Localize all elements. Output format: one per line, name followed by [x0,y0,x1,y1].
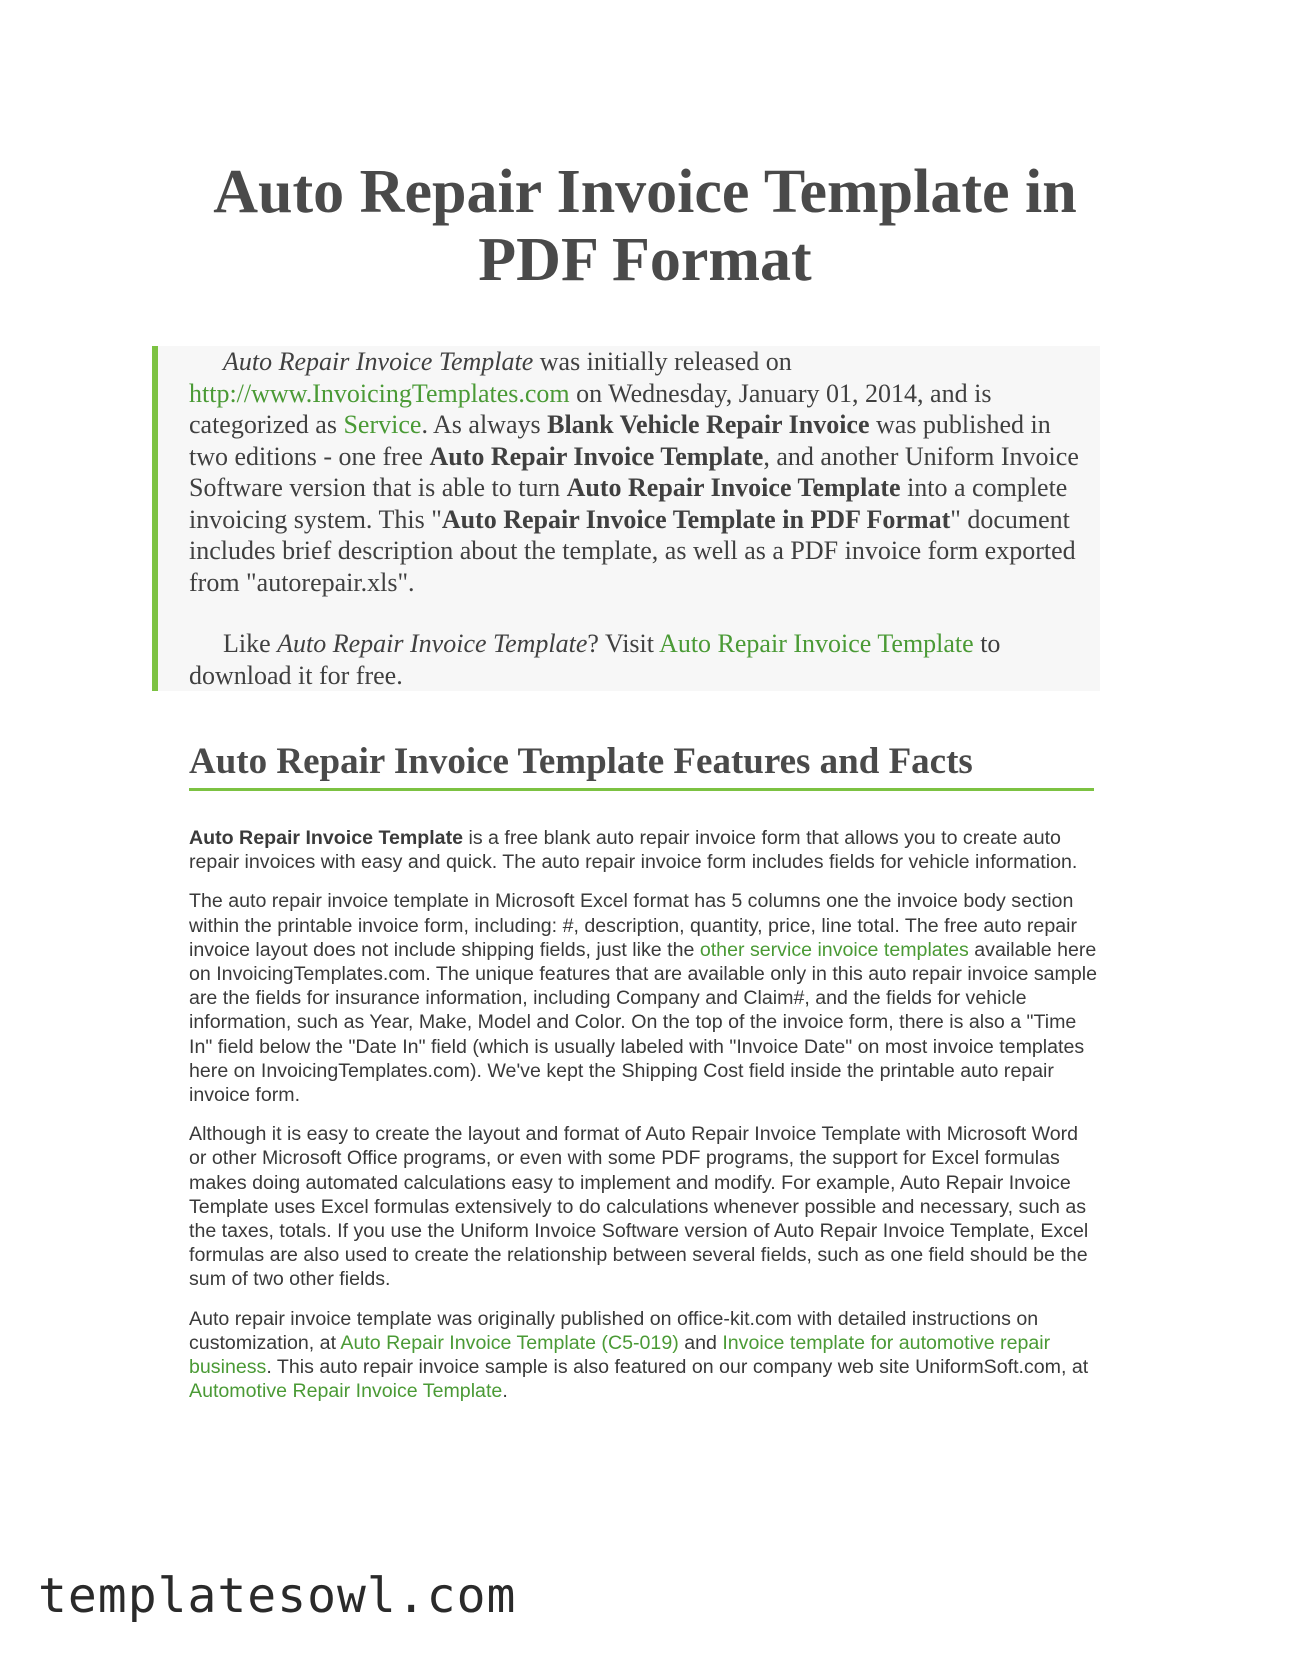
body-text-span: is a free blank auto repair invoice form that allows you to create auto repair invoices with easy and quick. The auto repair invoice form includes fields for vehicle information. [189,827,1078,874]
body-text-span: . [502,1380,508,1403]
intro-text-span: on Wednesday, January 01, 2014, and is categorized as [189,378,992,439]
download-link[interactable]: Auto Repair Invoice Template [659,629,974,658]
intro-text-span: into a complete invoicing system. This " [189,473,1068,534]
intro-text [189,346,1094,691]
automotive-repair-link[interactable]: Invoice template for automotive repair business [189,1331,1051,1379]
body-text-span: and [678,1331,723,1354]
title-line-1: Auto Repair Invoice Template in [213,158,1077,226]
c5-019-link[interactable]: Auto Repair Invoice Template (C5-019) [340,1331,679,1354]
intro-template-name: Auto Repair Invoice Template [223,347,534,376]
intro-italic-span: Auto Repair Invoice Template [277,629,588,658]
intro-bold-span: Auto Repair Invoice Template in PDF Format [441,504,951,534]
intro-bold-span: Auto Repair Invoice Template [429,441,764,471]
intro-text-span: was initially released on [533,347,792,376]
uniformsoft-link[interactable]: Automotive Repair Invoice Template [189,1380,503,1403]
intro-bold-span: Blank Vehicle Repair Invoice [547,410,870,439]
intro-text-span: ? Visit [587,629,660,658]
site-link[interactable]: http://www.InvoicingTemplates.com [189,378,570,408]
body-paragraph-2 [189,889,1099,1107]
intro-text-span: to download it for free. [189,629,1001,690]
intro-paragraph-2 [189,628,1094,691]
intro-text-span: , and another Uniform Invoice Software version that is able to turn [189,441,1079,502]
intro-text-span: . As always [421,410,548,439]
body-text-span: Auto repair invoice template was originally published on office-kit.com with detailed instructions on customization, at [189,1307,1039,1354]
body-text-span: . This auto repair invoice sample is also featured on our company web site UniformSoft.com, at [266,1356,1089,1379]
body-text-span: available here on InvoicingTemplates.com. The unique features that are available only in this auto repair invoice sample are the fields for insurance information, including Company and Claim#, and the fields for vehicle information, such as Year, Make, Model and Color. On the top of the invoice form, there is also a "Time In" field below the "Date In" field (which is usually labeled with "Invoice Date" on most invoice templates here on InvoicingTemplates.com). We've kept the Shipping Cost field inside the printable auto repair invoice form. [189,938,1097,1107]
body-bold-span: Auto Repair Invoice Template [189,827,464,849]
service-templates-link[interactable]: other service invoice templates [699,938,969,961]
intro-text-span: was published in two editions - one free [189,410,1051,471]
watermark: templatesowl.com [38,1568,517,1624]
section-heading: Auto Repair Invoice Template Features and Facts [189,739,1094,791]
category-link[interactable]: Service [343,410,422,439]
intro-text-span: Like [223,629,278,658]
body-paragraph-1 [189,826,1099,874]
body-text-span: The auto repair invoice template in Microsoft Excel format has 5 columns one the invoice body section within the printable invoice form, including: #, description, quantity, price, line total. The free auto repair invoice layout does not include shipping fields, just like the [189,890,1078,961]
title-line-2: PDF Format [478,226,812,294]
section-body [189,826,1099,1418]
document-title [150,158,1140,294]
intro-bold-span: Auto Repair Invoice Template [566,473,901,502]
body-paragraph-3: Although it is easy to create the layout and format of Auto Repair Invoice Template with Microsoft Word or other Microsoft Office programs, or even with some PDF programs, the support for Excel formulas makes doing automated calculations easy to implement and modify. For example, Auto Repair Invoice Template uses Excel formulas extensively to do calculations whenever possible and necessary, such as the taxes, totals. If you use the Uniform Invoice Software version of Auto Repair Invoice Template, Excel formulas are also used to create the relationship between several fields, such as one field should be the sum of two other fields. [189,1123,1089,1291]
intro-paragraph-1 [189,346,1094,598]
intro-text-span: " document includes brief description about the template, as well as a PDF invoice form exported from "autorepair.xls". [189,504,1076,597]
body-paragraph-4 [189,1307,1099,1404]
